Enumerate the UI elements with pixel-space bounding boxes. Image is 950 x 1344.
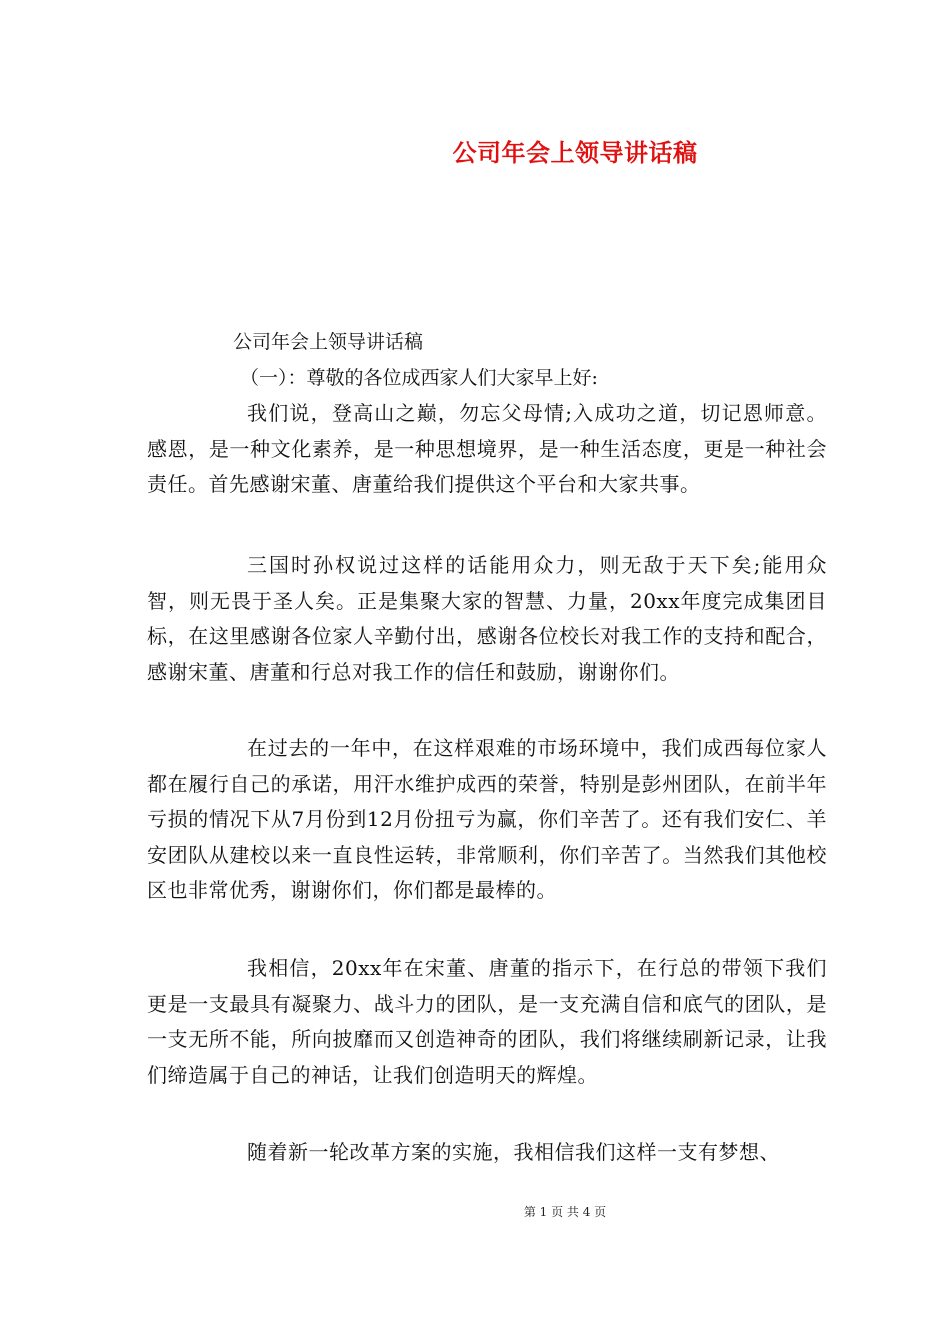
paragraph-2: 三国时孙权说过这样的话能用众力，则无敌于天下矣;能用众智，则无畏于圣人矣。正是集聚大家的智慧、力量，20xx年度完成集团目标，在这里感谢各位家人辛勤付出，感谢各位校长对我工作的支持和配合，感谢宋董、唐董和行总对我工作的信任和鼓励，谢谢你们。 [147,553,827,684]
paragraph-1: 我们说，登高山之巅，勿忘父母情;入成功之道，切记恩师意。感恩，是一种文化素养，是一种思想境界，是一种生活态度，更是一种社会责任。首先感谢宋董、唐董给我们提供这个平台和大家共事。 [147,401,827,496]
document-subtitle: 公司年会上领导讲话稿 [233,331,424,353]
paragraph-4: 我相信，20xx年在宋董、唐董的指示下，在行总的带领下我们更是一支最具有凝聚力、战斗力的团队，是一支充满自信和底气的团队，是一支无所不能，所向披靡而又创造神奇的团队，我们将继续刷新记录，让我们缔造属于自己的神话，让我们创造明天的辉煌。 [147,956,827,1087]
paragraph-3: 在过去的一年中，在这样艰难的市场环境中，我们成西每位家人都在履行自己的承诺，用汗水维护成西的荣誉，特别是彭州团队，在前半年亏损的情况下从7月份到12月份扭亏为赢，你们辛苦了。还有我们安仁、羊安团队从建校以来一直良性运转，非常顺利，你们辛苦了。当然我们其他校区也非常优秀，谢谢你们，你们都是最棒的。 [147,736,827,902]
document-title: 公司年会上领导讲话稿 [452,139,698,167]
page-footer: 第 1 页 共 4 页 [523,1205,607,1219]
salutation: （一）：尊敬的各位成西家人们大家早上好: [240,367,598,389]
paragraph-5: 随着新一轮改革方案的实施，我相信我们这样一支有梦想、 [247,1140,780,1164]
